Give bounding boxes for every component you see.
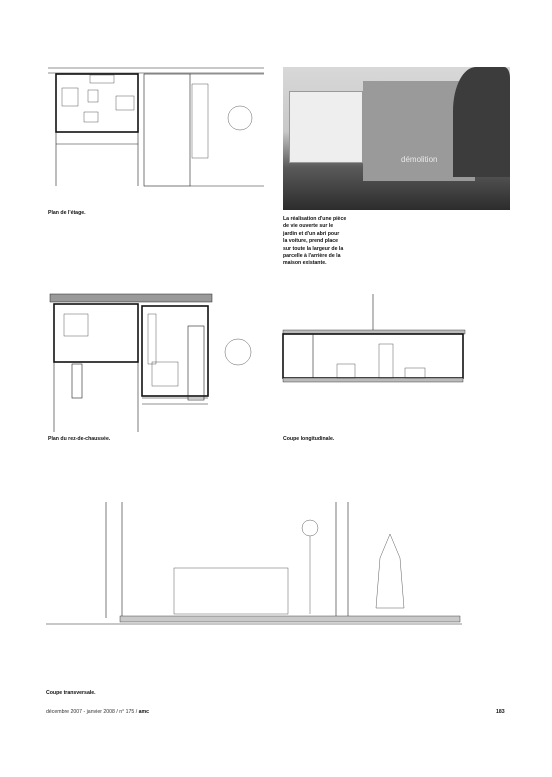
apartment-building — [289, 91, 363, 163]
human-silhouette — [302, 520, 318, 614]
caption-ground-floor-plan: Plan du rez-de-chaussée. — [48, 436, 111, 442]
tree — [453, 67, 510, 177]
description-paragraph — [283, 216, 373, 268]
footer-brand: amc — [138, 709, 150, 715]
page-number: 183 — [496, 709, 505, 715]
stair-hatching — [144, 74, 190, 186]
longitudinal-section — [283, 294, 465, 392]
page-footer — [46, 709, 149, 715]
description-line: jardin et d'un abri pour — [283, 230, 340, 237]
house-photo — [283, 67, 510, 210]
description-line: la voiture, prend place — [283, 238, 339, 245]
upper-floor-plan — [48, 66, 264, 196]
description-line: parcelle à l'arrière de la — [283, 253, 341, 260]
description-line: La réalisation d'une pièce — [283, 216, 347, 222]
ground-floor-plan — [48, 292, 264, 432]
description-line: de vie ouverte sur le — [283, 223, 334, 230]
photo-overlay-text: démolition — [401, 155, 438, 164]
description-line: sur toute la largeur de la — [283, 245, 344, 252]
cross-section — [46, 498, 462, 636]
caption-longitudinal-section: Coupe longitudinale. — [283, 436, 335, 442]
description-line: maison existante. — [283, 260, 327, 267]
caption-cross-section: Coupe transversale. — [46, 690, 96, 696]
caption-upper-floor-plan: Plan de l'étage. — [48, 210, 86, 216]
footer-issue: décembre 2007 - janvier 2008 / n° 175 / — [46, 709, 138, 715]
